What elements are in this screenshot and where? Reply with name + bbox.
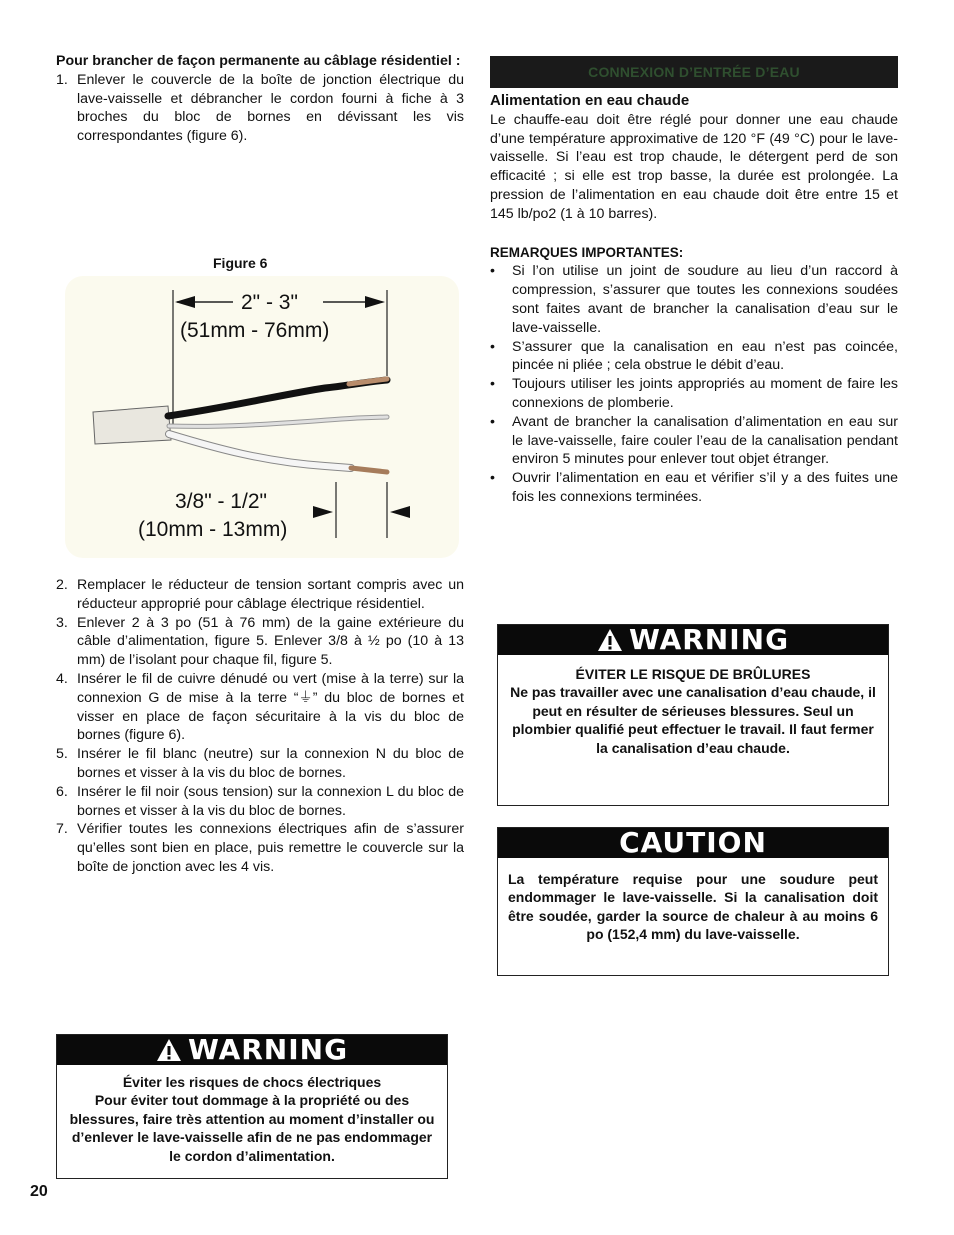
notes-title: REMARQUES IMPORTANTES: — [490, 244, 684, 260]
dim-top-metric-label: (51mm - 76mm) — [180, 319, 330, 342]
steps-bottom-list — [56, 576, 464, 877]
warning-shock-box — [56, 1034, 448, 1179]
list-item — [490, 413, 898, 469]
warning-label: WARNING — [187, 1033, 349, 1066]
list-item — [490, 338, 898, 376]
caution-text: La température requise pour une soudure peut endommager le lave-vaisselle. Si la canalisation doit être soudée, garder la source de chaleur à au moins 6 po (152,4 mm) du lave-vaisselle. — [508, 871, 878, 943]
note-text: Avant de brancher la canalisation d’alimentation en eau sur le lave-vaisselle, faire couler l’eau de la canalisation pendant environ 5 minutes pour enlever tout objet étranger. — [512, 413, 898, 468]
step-text: Enlever le couvercle de la boîte de jonction électrique du lave-vaisselle et débrancher le cordon fourni à fiche à 3 broches du bloc de bornes en dévissant les vis correspondantes (figure 6). — [77, 71, 464, 145]
wiring-heading: Pour brancher de façon permanente au câblage résidentiel : — [56, 53, 461, 69]
step-text: Vérifier toutes les connexions électriques afin de s’assurer qu’elles sont bien en place, puis remettre le couvercle sur la boîte de jonction avec les 4 vis. — [77, 821, 464, 875]
page-number: 20 — [30, 1183, 48, 1200]
note-text: Si l’on utilise un joint de soudure au lieu d’un raccord à compression, s’assurer que toutes les connexions soudées sont faites avant de brancher la canalisation d’eau sur le lave-vaisselle. — [512, 263, 898, 336]
list-item — [56, 71, 464, 146]
step-number: 3. — [56, 614, 68, 631]
list-item — [56, 670, 464, 745]
list-item — [56, 745, 464, 783]
warning-header — [57, 1035, 447, 1065]
list-item — [490, 262, 898, 337]
step-text: Remplacer le réducteur de tension sortant compris avec un réducteur approprié pour câblage électrique résidentiel. — [77, 577, 464, 612]
bullet-icon: • — [490, 470, 495, 487]
caution-label: CAUTION — [619, 826, 767, 859]
warning-burn-box — [497, 624, 889, 806]
note-text: Toujours utiliser les joints appropriés au moment de faire les connexions de plomberie. — [512, 376, 898, 411]
figure-caption: Figure 6 — [213, 255, 268, 271]
list-item — [56, 783, 464, 821]
bullet-icon: • — [490, 263, 495, 280]
left-column — [56, 52, 464, 146]
right-column — [490, 56, 898, 507]
dim-bottom-metric-label: (10mm - 13mm) — [138, 518, 288, 541]
wire-stripping-diagram — [65, 276, 459, 558]
caution-box — [497, 827, 889, 976]
warning-text: Ne pas travailler avec une canalisation d’eau chaude, il peut en résulter de sérieuses blessures. Seul un plombier qualifié peut effectuer le travail. Il faut fermer la canalisation d’eau chaude. — [510, 684, 876, 756]
dim-top-label: 2" - 3" — [241, 291, 298, 314]
list-item — [56, 614, 464, 670]
step-number: 5. — [56, 746, 68, 763]
step-text: Insérer le fil de cuivre dénudé ou vert (mise à la terre) sur la connexion G de mise à la terre “⏚” du bloc de bornes et visser en place de façon sécuritaire à la vis du bloc de bornes (figure 6). — [77, 670, 464, 744]
warning-triangle-icon — [156, 1038, 182, 1062]
list-item — [56, 820, 464, 876]
step-text: Insérer le fil noir (sous tension) sur la connexion L du bloc de bornes et visser à la vis du bloc de bornes. — [77, 783, 464, 819]
note-text: S’assurer que la canalisation en eau n’est pas coincée, pincée ni pliée ; cela obstrue le débit d’eau. — [512, 338, 898, 374]
steps-top-list — [56, 71, 464, 146]
list-item — [56, 576, 464, 614]
bullet-icon: • — [490, 413, 495, 430]
caution-body — [498, 858, 888, 944]
warning-text: Pour éviter tout dommage à la propriété ou des blessures, faire très attention au moment d’installer ou d’enlever le lave-vaisselle afin de ne pas endommager le cordon d’alimentation. — [69, 1092, 435, 1164]
warning-label: WARNING — [628, 623, 790, 656]
step-text: Enlever 2 à 3 po (51 à 76 mm) de la gaine extérieure du câble d’alimentation, figure 5. Enlever 3/8 à ½ po (10 à 13 mm) de l’isolant pour chaque fil, figure 5. — [77, 614, 464, 669]
hot-water-paragraph: Le chauffe-eau doit être réglé pour donner une eau chaude d’une température approximative de 120 °F (49 °C) pour le lave-vaisselle. Si l’eau est trop chaude, le détergent perd de son efficacité ; si elle est trop basse, la durée est prolongée. La pression de l’alimentation en eau chaude doit être entre 15 et 145 lb/po2 (1 à 10 barres). — [490, 111, 898, 222]
bullet-icon: • — [490, 376, 495, 393]
step-number: 6. — [56, 783, 68, 800]
step-number: 4. — [56, 670, 68, 687]
warning-header — [498, 625, 888, 655]
step-text: Insérer le fil blanc (neutre) sur la connexion N du bloc de bornes et visser à la vis du bloc de bornes. — [77, 746, 464, 781]
warning-title: ÉVITER LE RISQUE DE BRÛLURES — [575, 666, 811, 682]
step-number: 7. — [56, 821, 68, 838]
notes-list — [490, 262, 898, 506]
bullet-icon: • — [490, 338, 495, 355]
list-item — [490, 375, 898, 413]
warning-body — [498, 655, 888, 757]
figure-6 — [65, 276, 459, 558]
list-item — [490, 469, 898, 507]
steps-bottom — [56, 576, 464, 877]
dim-bottom-label: 3/8" - 1/2" — [175, 490, 267, 513]
warning-triangle-icon — [597, 628, 623, 652]
warning-body — [57, 1065, 447, 1165]
step-number: 1. — [56, 71, 68, 88]
step-number: 2. — [56, 577, 68, 593]
caution-header — [498, 828, 888, 858]
note-text: Ouvrir l’alimentation en eau et vérifier s’il y a des fuites une fois les connexions terminées. — [512, 470, 898, 505]
section-title-bar: CONNEXION D’ENTRÉE D’EAU — [490, 56, 898, 88]
warning-title: Éviter les risques de chocs électriques — [122, 1074, 382, 1090]
subheading: Alimentation en eau chaude — [490, 92, 690, 109]
